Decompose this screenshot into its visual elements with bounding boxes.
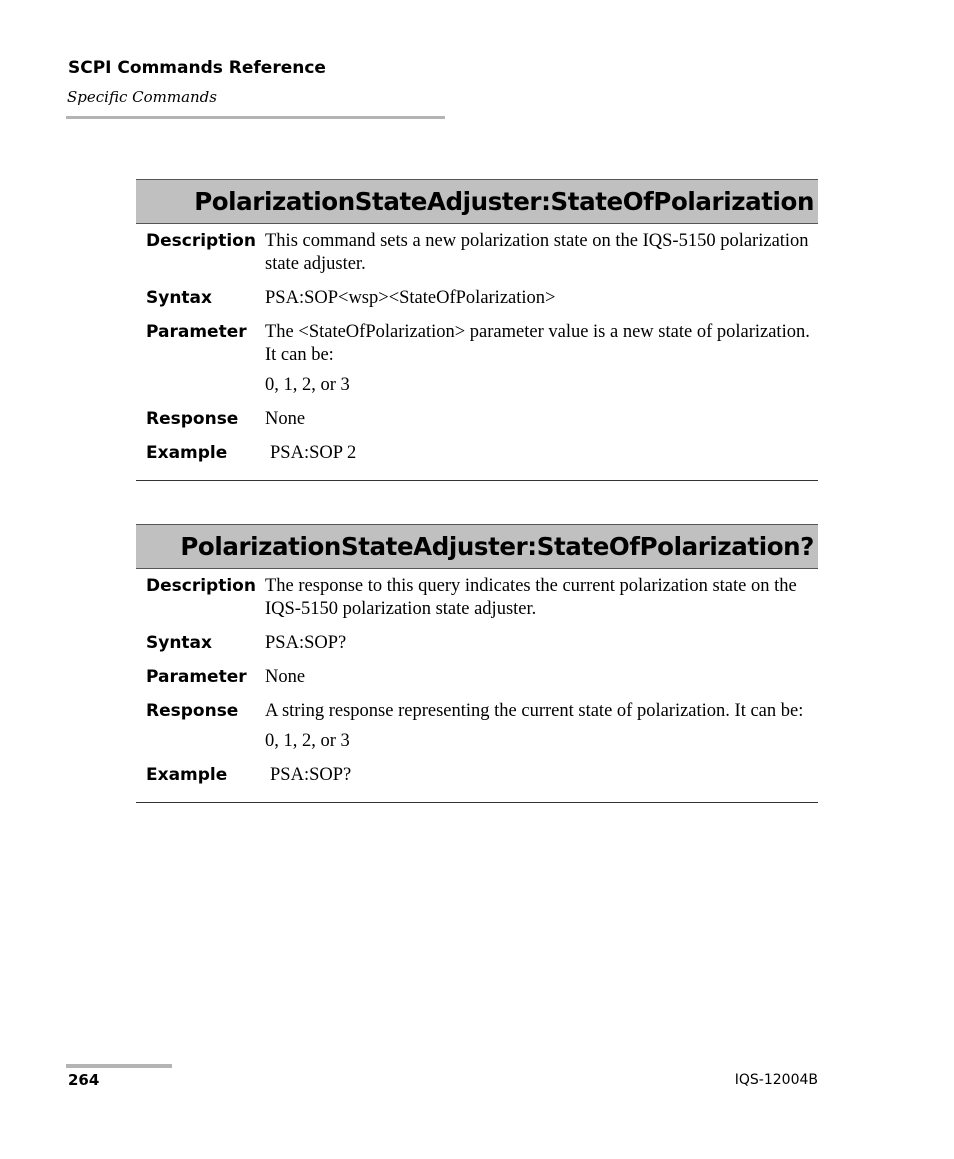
syntax-text: PSA:SOP? <box>265 633 347 653</box>
parameter-values: 0, 1, 2, or 3 <box>265 375 350 395</box>
command-block-query <box>136 524 818 803</box>
response-values: 0, 1, 2, or 3 <box>265 731 350 751</box>
example-label: Example <box>146 765 228 785</box>
response-label: Response <box>146 409 239 429</box>
parameter-text: None <box>265 667 306 687</box>
syntax-row <box>136 632 818 655</box>
example-label: Example <box>146 443 228 463</box>
description-row <box>136 575 818 621</box>
response-label: Response <box>146 701 239 721</box>
page-number: 264 <box>68 1071 100 1089</box>
response-text: None <box>265 409 306 429</box>
parameter-text: The <StateOfPolarization> parameter value is a new state of polarization. It can be: <box>265 322 810 365</box>
syntax-text: PSA:SOP<wsp><StateOfPolarization> <box>265 288 556 308</box>
footer-rule <box>66 1064 172 1068</box>
running-header-subtitle: Specific Commands <box>67 88 217 106</box>
response-row <box>136 408 818 431</box>
description-label: Description <box>146 576 256 596</box>
syntax-label: Syntax <box>146 288 212 308</box>
response-text: A string response representing the current state of polarization. It can be: <box>265 701 804 721</box>
command-title: PolarizationStateAdjuster:StateOfPolarization <box>136 179 818 224</box>
description-text: The response to this query indicates the current polarization state on the IQS-5150 polarization state adjuster. <box>265 576 797 619</box>
response-row <box>136 700 818 753</box>
description-text: This command sets a new polarization state on the IQS-5150 polarization state adjuster. <box>265 231 809 274</box>
description-label: Description <box>146 231 256 251</box>
command-table <box>136 569 818 803</box>
example-text: PSA:SOP 2 <box>270 443 357 463</box>
header-rule <box>66 116 445 119</box>
document-id: IQS-12004B <box>734 1072 818 1088</box>
description-row <box>136 230 818 276</box>
example-row <box>136 442 818 465</box>
parameter-row <box>136 666 818 689</box>
parameter-label: Parameter <box>146 322 247 342</box>
command-block-set <box>136 179 818 481</box>
command-table <box>136 224 818 481</box>
running-header-title: SCPI Commands Reference <box>68 58 326 78</box>
example-text: PSA:SOP? <box>270 765 352 785</box>
example-row <box>136 764 818 787</box>
command-title: PolarizationStateAdjuster:StateOfPolarization? <box>136 524 818 569</box>
syntax-label: Syntax <box>146 633 212 653</box>
syntax-row <box>136 287 818 310</box>
parameter-row <box>136 321 818 397</box>
parameter-label: Parameter <box>146 667 247 687</box>
